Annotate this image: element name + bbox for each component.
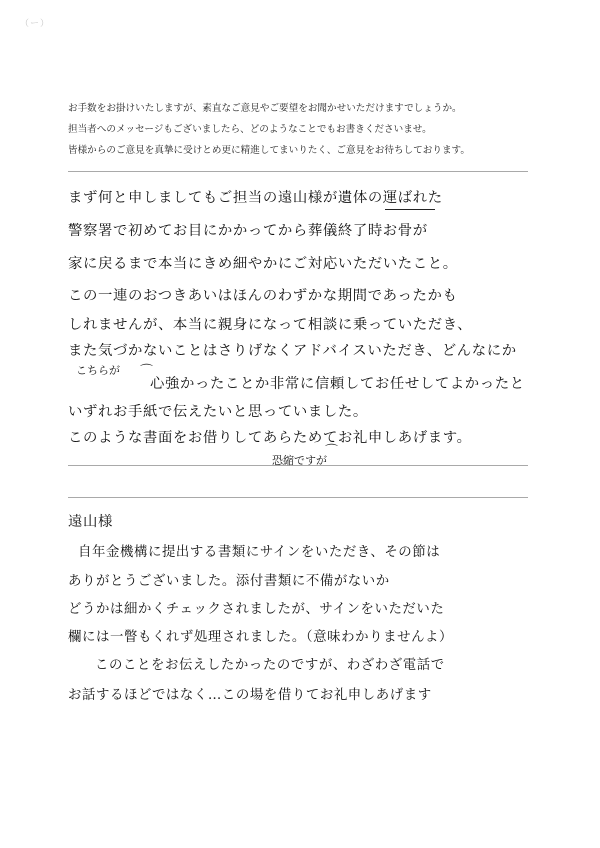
message-line-5: しれませんが、本当に親身になって相談に乗っていただき、 bbox=[68, 317, 473, 333]
ruled-line bbox=[68, 497, 528, 498]
insertion-caret: ⌒ bbox=[140, 364, 154, 379]
body2-line-6: お話するほどではなく…この場を借りてお礼申しあげます bbox=[68, 688, 432, 703]
insertion-caret: ⌒ bbox=[325, 444, 339, 459]
addressee-name: 遠山様 bbox=[68, 514, 113, 530]
body2-line-4: 欄には一瞥もくれず処理されました。（意味わかりませんよ） bbox=[68, 630, 454, 645]
ruled-line bbox=[68, 171, 528, 172]
body2-line-1: 自年金機構に提出する書類にサインをいただき、その節は bbox=[78, 545, 441, 560]
body2-line-3: どうかは細かくチェックされましたが、サインをいただいた bbox=[68, 602, 445, 617]
message-line-1: まず何と申しましてもご担当の遠山様が遺体の運ばれた bbox=[68, 190, 443, 206]
body2-line-5: このことをお伝えしたかったのですが、わざわざ電話で bbox=[95, 658, 445, 673]
message-line-2: 警察署で初めてお目にかかってから葬儀終了時お骨が bbox=[68, 223, 428, 239]
underline-mark bbox=[385, 209, 435, 210]
message-line-6: また気づかないことはさりげなくアドバイスいただき、どんなにか bbox=[68, 343, 517, 359]
instruction-line-3: 皆様からのご意見を真摯に受けとめ更に精進してまいりたく、ご意見をお待ちしております。 bbox=[68, 145, 470, 156]
inserted-word-kochira: こちらが bbox=[76, 364, 120, 377]
body2-line-2: ありがとうございました。添付書類に不備がないか bbox=[68, 574, 390, 589]
message-line-9: このような書面をお借りしてあらためてお礼申しあげます。 bbox=[68, 430, 472, 446]
inserted-word-kyoshuku: 恐縮ですが bbox=[272, 454, 327, 467]
message-line-7: 心強かったことか非常に信頼してお任せしてよかったと bbox=[150, 376, 525, 392]
instruction-line-2: 担当者へのメッセージもございましたら、どのようなことでもお書きくださいませ。 bbox=[68, 124, 432, 135]
instruction-line-1: お手数をお掛けいたしますが、素直なご意見やご要望をお聞かせいただけますでしょうか。 bbox=[68, 103, 462, 114]
message-line-8: いずれお手紙で伝えたいと思っていました。 bbox=[68, 404, 368, 420]
form-instructions bbox=[68, 98, 568, 161]
message-line-4: この一連のおつきあいはほんのわずかな期間であったかも bbox=[68, 288, 458, 304]
message-line-3: 家に戻るまで本当にきめ細やかにご対応いただいたこと。 bbox=[68, 256, 458, 272]
corner-mark: （ー） bbox=[20, 19, 51, 29]
